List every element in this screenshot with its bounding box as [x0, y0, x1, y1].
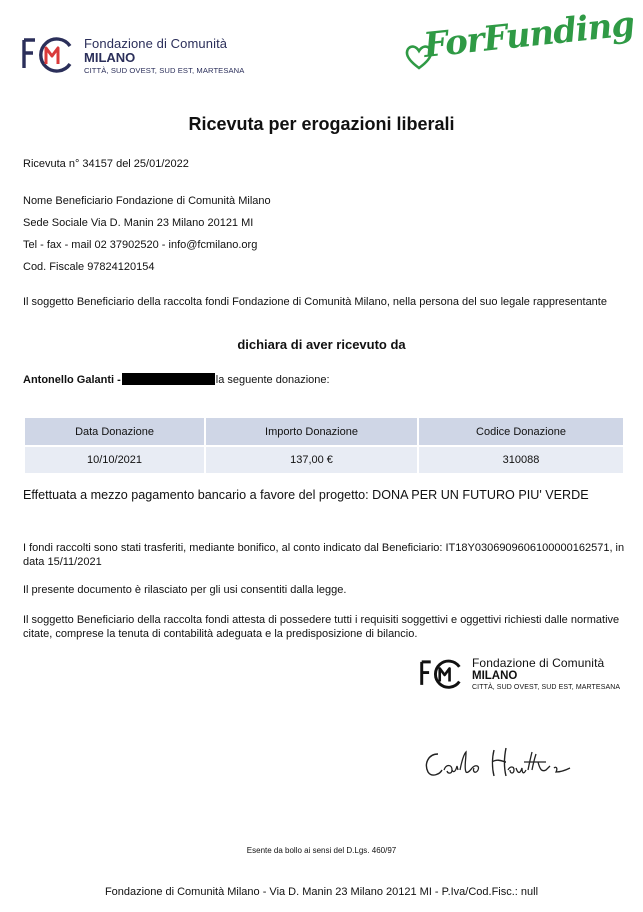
fcm-logo — [22, 34, 244, 78]
stamp-logo — [420, 657, 620, 693]
header-amount: Importo Donazione — [206, 418, 417, 445]
logo-name-line2: MILANO — [84, 50, 136, 65]
fcm-stamp-mark-icon — [420, 657, 466, 693]
table-row — [25, 445, 623, 473]
donor-line — [23, 373, 330, 387]
stamp-exemption: Esente da bollo ai sensi del D.Lgs. 460/97 — [246, 846, 397, 855]
table-header-row — [25, 418, 623, 445]
signature-icon — [420, 740, 580, 786]
logo-name-line1: Fondazione di Comunità — [84, 36, 228, 51]
cell-code: 310088 — [419, 445, 623, 473]
intro-text: Il soggetto Beneficiario della raccolta fondi Fondazione di Comunità Milano, nella persona del suo legale rappresentante — [23, 296, 607, 308]
header-code: Codice Donazione — [419, 418, 623, 445]
project-line: Effettuata a mezzo pagamento bancario a favore del progetto: DONA PER UN FUTURO PIU' VERDE — [23, 488, 589, 502]
cell-date: 10/10/2021 — [25, 445, 204, 473]
cell-amount: 137,00 € — [206, 445, 417, 473]
transfer-text: I fondi raccolti sono stati trasferiti, mediante bonifico, al conto indicato dal Beneficiario: IT18Y0306909606100000162571, in data 15/11/2021 — [23, 542, 625, 568]
stamp-name-line2: MILANO — [472, 670, 518, 682]
receipt-number: Ricevuta n° 34157 del 25/01/2022 — [23, 158, 189, 170]
donor-name: Antonello Galanti - — [23, 374, 121, 386]
page-footer: Fondazione di Comunità Milano - Via D. Manin 23 Milano 20121 MI - P.Iva/Cod.Fisc.: null — [104, 886, 539, 898]
declares-heading: dichiara di aver ricevuto da — [237, 337, 406, 352]
header-date: Data Donazione — [25, 418, 204, 445]
donor-suffix: la seguente donazione: — [215, 374, 330, 386]
attestation-text: Il soggetto Beneficiario della raccolta fondi attesta di possedere tutti i requisiti soggettivi e oggettivi richiesti dalle normative citate, comprese la tenuta di contabilità adeguata e la predisposizione di bilancio. — [23, 614, 620, 640]
stamp-name-line1: Fondazione di Comunità — [472, 656, 605, 670]
stamp-name-line3: CITTÀ, SUD OVEST, SUD EST, MARTESANA — [472, 684, 621, 691]
redaction-bar — [122, 373, 215, 385]
usage-text: Il presente documento è rilasciato per gli usi consentiti dalla legge. — [23, 584, 347, 596]
beneficiary-contacts: Tel - fax - mail 02 37902520 - info@fcmilano.org — [23, 239, 258, 251]
donation-table — [23, 418, 625, 473]
fcm-logo-mark-icon — [22, 34, 78, 78]
beneficiary-tax-code: Cod. Fiscale 97824120154 — [23, 261, 155, 273]
page-title: Ricevuta per erogazioni liberali — [188, 114, 455, 134]
beneficiary-name: Nome Beneficiario Fondazione di Comunità Milano — [23, 195, 271, 207]
forfunding-wordmark: ForFunding — [421, 4, 636, 66]
beneficiary-address: Sede Sociale Via D. Manin 23 Milano 20121 MI — [23, 217, 254, 229]
logo-name-line3: CITTÀ, SUD OVEST, SUD EST, MARTESANA — [84, 66, 245, 75]
